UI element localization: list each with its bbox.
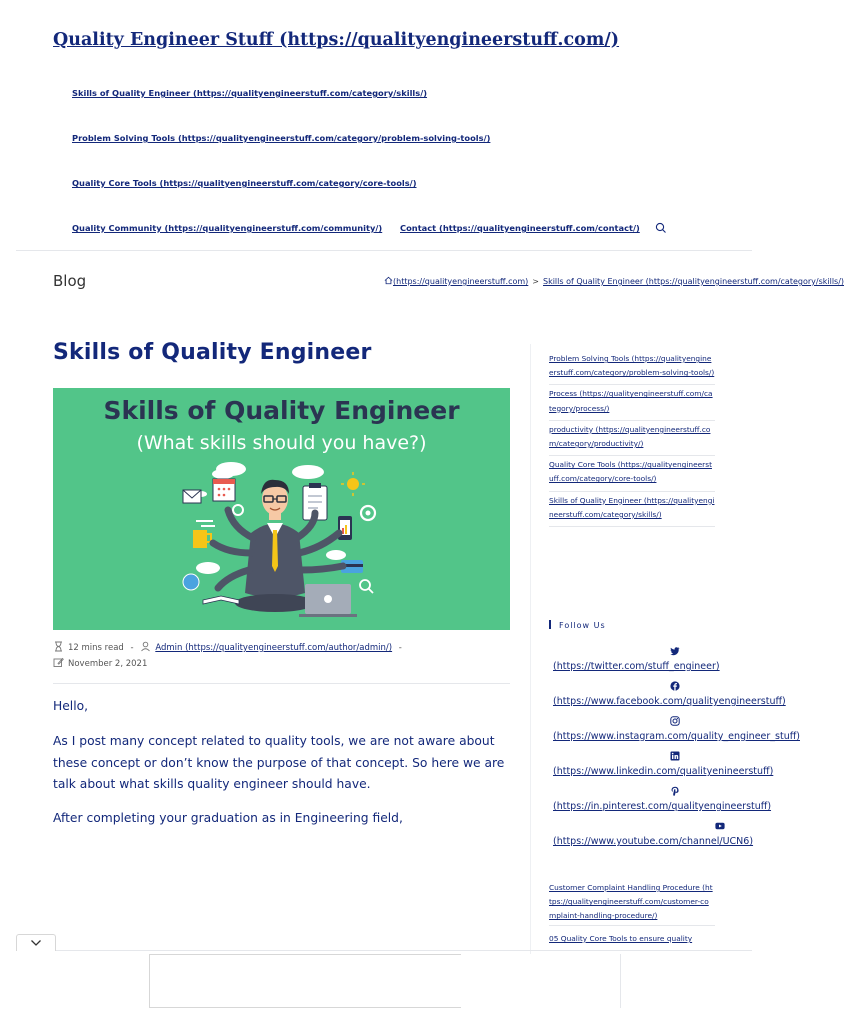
breadcrumb: [384, 276, 844, 286]
meta-separator: -: [130, 643, 134, 653]
post-paragraph: After completing your graduation as in Engineering field,: [53, 811, 403, 825]
sidebar-category-skills[interactable]: Skills of Quality Engineer (https://qualityengineerstuff.com/category/skills/): [549, 492, 715, 527]
nav-item-skills[interactable]: Skills of Quality Engineer (https://qualityengineerstuff.com/category/skills/): [72, 88, 428, 98]
chevron-down-icon[interactable]: [30, 939, 42, 947]
post-date-row: [53, 657, 147, 669]
ad-slot-divider: [620, 954, 621, 1008]
post-date: November 2, 2021: [68, 659, 148, 669]
twitter-icon[interactable]: [670, 646, 680, 656]
ad-divider: [16, 950, 752, 951]
social-youtube[interactable]: [553, 821, 753, 847]
social-instagram[interactable]: [553, 716, 800, 742]
social-linkedin[interactable]: [553, 751, 774, 777]
author-link[interactable]: Admin (https://qualityengineerstuff.com/author/admin/): [155, 643, 393, 653]
meta-divider: [53, 683, 510, 684]
nav-item-quality-core-tools[interactable]: Quality Core Tools (https://qualityengineerstuff.com/category/core-tools/): [72, 178, 417, 188]
post-title: Skills of Quality Engineer: [53, 340, 372, 365]
header-divider: [16, 250, 752, 251]
sidebar-category-quality-core-tools[interactable]: Quality Core Tools (https://qualityengineerstuff.com/category/core-tools/): [549, 456, 715, 491]
hourglass-icon: [53, 641, 64, 652]
social-twitter[interactable]: [553, 646, 753, 672]
breadcrumb-current-link[interactable]: Skills of Quality Engineer (https://qualityengineerstuff.com/category/skills/): [543, 277, 844, 286]
page-label: Blog: [53, 272, 87, 290]
instagram-icon[interactable]: [670, 716, 680, 726]
hero-subtitle: (What skills should you have?): [136, 432, 427, 454]
social-twitter-link[interactable]: (https://twitter.com/stuff_engineer): [553, 661, 720, 672]
hero-title: Skills of Quality Engineer: [103, 396, 460, 425]
post-paragraph: As I post many concept related to quality tools, we are not aware about these concept or don’t know the purpose of that concept. So here we are talk about what skills quality engineer should have.: [53, 734, 505, 791]
post-meta-row: [53, 641, 402, 653]
recent-post-link[interactable]: Customer Complaint Handling Procedure (https://qualityengineerstuff.com/customer-complaint-handling-procedure/): [549, 883, 713, 921]
sidebar-divider: [530, 344, 531, 954]
site-title-link[interactable]: Quality Engineer Stuff (https://qualityengineerstuff.com/): [53, 30, 620, 50]
meta-separator: -: [398, 643, 402, 653]
nav-item-contact[interactable]: Contact (https://qualityengineerstuff.com/contact/): [400, 223, 640, 233]
search-icon[interactable]: [654, 221, 668, 235]
linkedin-icon[interactable]: [670, 751, 680, 761]
featured-image: [53, 388, 510, 630]
youtube-icon[interactable]: [715, 821, 725, 831]
nav-item-problem-solving-tools[interactable]: Problem Solving Tools (https://qualityengineerstuff.com/category/problem-solving-tools/): [72, 133, 491, 143]
sidebar-category-problem-solving-tools[interactable]: Problem Solving Tools (https://qualityengineerstuff.com/category/problem-solving-tools/): [549, 350, 715, 385]
ad-slot[interactable]: [149, 954, 461, 1008]
ad-collapse-button[interactable]: [16, 934, 56, 951]
recent-post-link[interactable]: 05 Quality Core Tools to ensure quality: [549, 934, 693, 943]
read-time: 12 mins read: [68, 643, 124, 653]
breadcrumb-home-link[interactable]: (https://qualityengineerstuff.com): [393, 277, 529, 286]
breadcrumb-separator: >: [532, 277, 539, 286]
social-facebook-link[interactable]: (https://www.facebook.com/qualityengineerstuff): [553, 696, 786, 707]
social-pinterest-link[interactable]: (https://in.pinterest.com/qualityengineerstuff): [553, 801, 772, 812]
follow-us-heading: Follow Us: [549, 620, 606, 630]
sidebar-category-productivity[interactable]: productivity (https://qualityengineerstuff.com/category/productivity/): [549, 421, 715, 456]
sidebar-category-process[interactable]: Process (https://qualityengineerstuff.com/category/process/): [549, 385, 715, 420]
social-instagram-link[interactable]: (https://www.instagram.com/quality_engineer_stuff): [553, 731, 800, 742]
home-icon[interactable]: [384, 276, 393, 285]
post-paragraph: Hello,: [53, 699, 89, 713]
facebook-icon[interactable]: [670, 681, 680, 691]
sidebar-categories: [549, 350, 715, 527]
social-pinterest[interactable]: [553, 786, 772, 812]
user-icon: [140, 641, 151, 652]
pinterest-icon[interactable]: [670, 786, 680, 796]
social-facebook[interactable]: [553, 681, 786, 707]
social-linkedin-link[interactable]: (https://www.linkedin.com/qualityenineerstuff): [553, 766, 774, 777]
social-youtube-link[interactable]: (https://www.youtube.com/channel/UCN6): [553, 836, 754, 847]
engineer-illustration: [53, 388, 510, 630]
edit-icon: [53, 657, 64, 668]
nav-item-quality-community[interactable]: Quality Community (https://qualityengineerstuff.com/community/): [72, 223, 383, 233]
recent-divider: [549, 925, 715, 926]
